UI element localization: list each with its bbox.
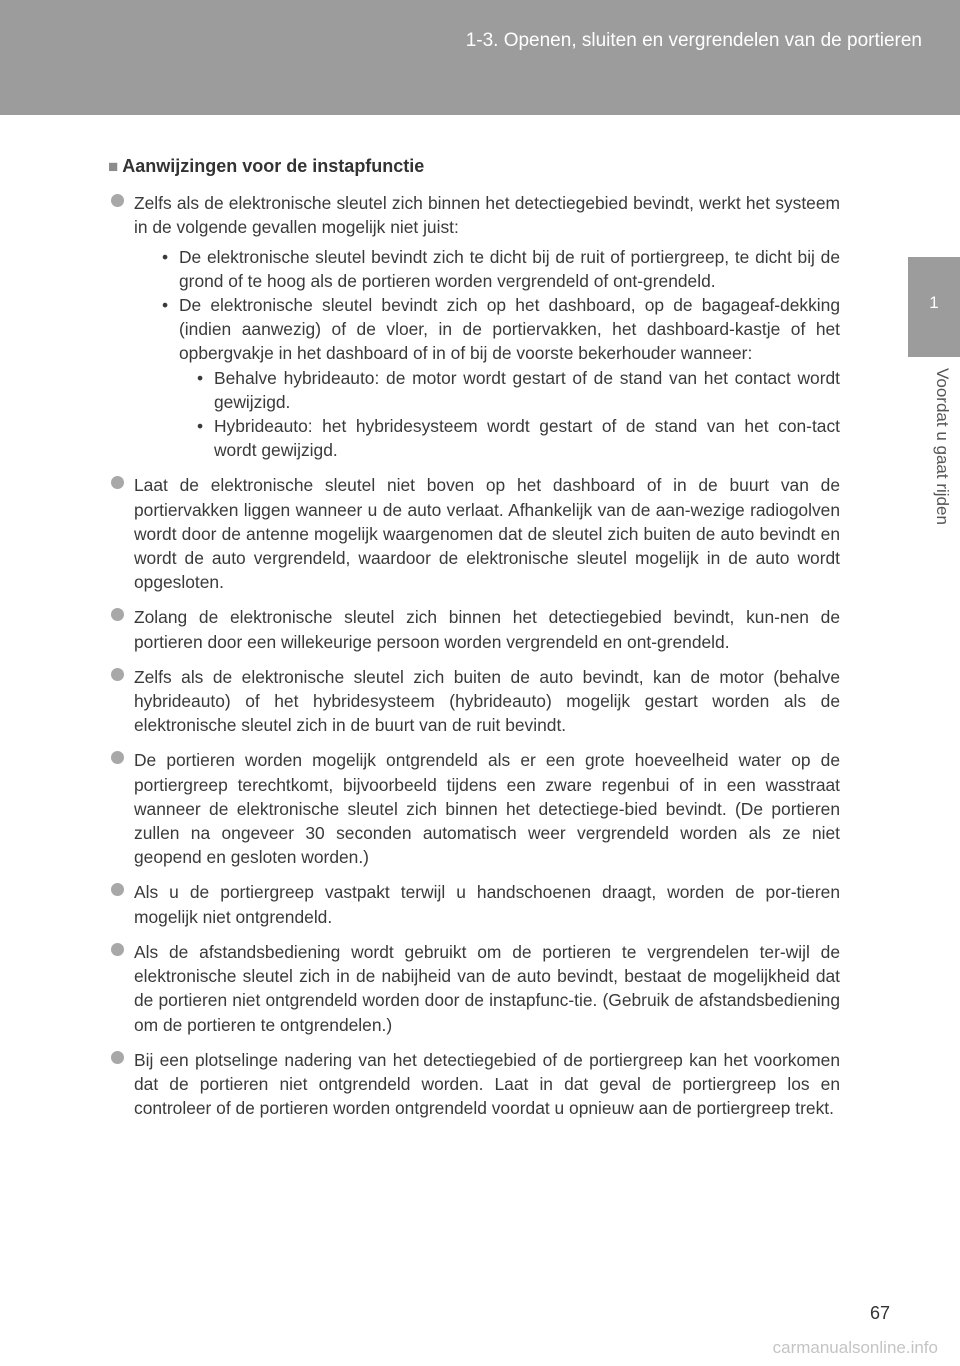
list-item — [108, 191, 840, 462]
nested-list-item-text: Behalve hybrideauto: de motor wordt gestart of de stand van het contact wordt gewijzigd. — [214, 367, 840, 412]
list-item — [108, 473, 840, 594]
nested-list-item — [134, 414, 840, 462]
section-heading-text: Aanwijzingen voor de instapfunctie — [122, 156, 425, 176]
sub-list-item — [134, 293, 840, 366]
list-item — [108, 665, 840, 738]
circle-bullet-icon — [111, 608, 124, 621]
list-item-text: Zolang de elektronische sleutel zich binnen het detectiegebied bevindt, kun-nen de portieren door een willekeurige persoon worden vergrendeld en ont-grendeld. — [134, 607, 840, 652]
chapter-label: Voordat u gaat rijden — [933, 368, 952, 525]
page-header — [0, 0, 960, 115]
watermark: carmanualsonline.info — [772, 1338, 938, 1357]
circle-bullet-icon — [111, 751, 124, 764]
circle-bullet-icon — [111, 476, 124, 489]
dot-bullet-icon: • — [197, 367, 204, 388]
circle-bullet-icon — [111, 1051, 124, 1064]
list-item-text: Zelfs als de elektronische sleutel zich binnen het detectiegebied bevindt, werkt het systeem in de volgende gevallen mogelijk niet juist: — [134, 193, 840, 238]
square-bullet-icon: ■ — [108, 157, 119, 176]
sub-list-item — [134, 245, 840, 293]
nested-list-item-text: Hybrideauto: het hybridesysteem wordt gestart of de stand van het con-tact wordt gewijzigd. — [214, 416, 840, 461]
sub-list — [134, 245, 840, 463]
sub-list-item-text: De elektronische sleutel bevindt zich te dicht bij de ruit of portiergreep, te dicht bij de grond of te hoog als de portieren worden vergrendeld of ont-grendeld. — [179, 246, 840, 291]
list-item-text: Laat de elektronische sleutel niet boven op het dashboard of in de buurt van de portiervakken liggen wanneer u de auto verlaat. Afhankelijk van de aan-wezige radiogolven wordt door de antenne mogelijk waargenomen dat de sleutel zich buiten de auto bevindt en wordt de auto vergrendeld, waardoor de elektronische sleutel mogelijk in de auto wordt opgesloten. — [134, 475, 840, 593]
list-item-text: Zelfs als de elektronische sleutel zich buiten de auto bevindt, kan de motor (behalve hybrideauto) of het hybridesysteem (hybrideauto) mogelijk gestart worden als de elektronische sleutel zich in de buurt van de ruit bevindt. — [134, 666, 840, 736]
nested-list-item — [134, 366, 840, 414]
chapter-number: 1 — [929, 293, 939, 312]
list-item — [108, 880, 840, 928]
dot-bullet-icon: • — [162, 295, 169, 316]
list-item — [108, 1048, 840, 1121]
section-heading — [108, 154, 840, 179]
dot-bullet-icon: • — [162, 246, 169, 267]
list-item — [108, 748, 840, 869]
page-content — [108, 154, 840, 1131]
chapter-tab — [908, 257, 960, 357]
circle-bullet-icon — [111, 668, 124, 681]
circle-bullet-icon — [111, 943, 124, 956]
list-item — [108, 605, 840, 653]
page-number: 67 — [870, 1303, 891, 1323]
list-item-text: Bij een plotselinge nadering van het detectiegebied of de portiergreep kan het voorkomen dat de portieren niet ontgrendeld worden. Laat in dat geval de portiergreep los en controleer of de portieren worden ontgrendeld voordat u opnieuw aan de portiergreep trekt. — [134, 1049, 840, 1119]
circle-bullet-icon — [111, 194, 124, 207]
list-item — [108, 940, 840, 1037]
dot-bullet-icon: • — [197, 416, 204, 437]
sub-list-item-text: De elektronische sleutel bevindt zich op het dashboard, op de bagageaf-dekking (indien aanwezig) of de vloer, in de portiervakken, het dashboard-kastje of het opbergvakje in het dashboard of in of bij de voorste bekerhouder wanneer: — [179, 295, 840, 364]
list-item-text: De portieren worden mogelijk ontgrendeld als er een grote hoeveelheid water op de portiergreep terechtkomt, bijvoorbeeld tijdens een zware regenbui of in een wasstraat wanneer de elektronische sleutel zich binnen het detectiege-bied bevindt. (De portieren zullen na ongeveer 30 seconden automatisch weer vergrendeld worden als ze niet geopend en gesloten worden.) — [134, 750, 840, 868]
circle-bullet-icon — [111, 883, 124, 896]
list-item-text: Als de afstandsbediening wordt gebruikt om de portieren te vergrendelen ter-wijl de elektronische sleutel zich in de nabijheid van de auto bevindt, bestaat de mogelijkheid dat de portieren niet ontgrendeld worden door de instapfunc-tie. (Gebruik de afstandsbediening om de portieren te ontgrendelen.) — [134, 941, 840, 1035]
chapter-title: 1-3. Openen, sluiten en vergrendelen van de portieren — [465, 30, 922, 51]
list-item-text: Als u de portiergreep vastpakt terwijl u handschoenen draagt, worden de por-tieren mogelijk niet ontgrendeld. — [134, 882, 840, 927]
